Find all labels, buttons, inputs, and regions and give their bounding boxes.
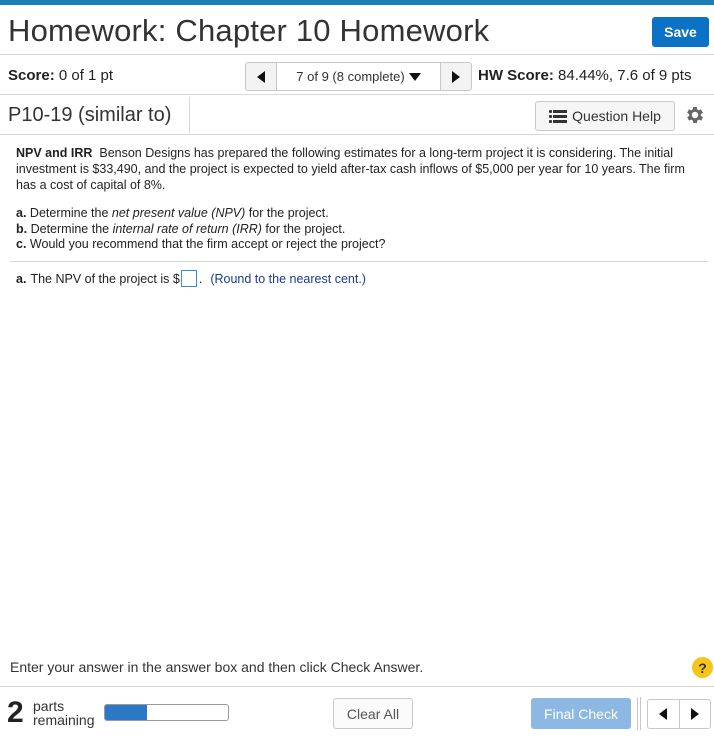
question-help-button[interactable] — [535, 101, 675, 131]
part-item — [16, 237, 385, 253]
arrow-right-icon — [691, 708, 699, 720]
parts-remaining-label — [33, 699, 94, 727]
clear-all-button[interactable]: Clear All — [333, 698, 413, 729]
answer-row — [16, 270, 366, 287]
part-letter: a. — [16, 206, 27, 220]
part-text: Determine the — [30, 221, 113, 236]
part-text: for the project. — [261, 221, 346, 236]
save-button[interactable]: Save — [652, 17, 709, 47]
hw-score — [478, 67, 691, 84]
rounding-hint: (Round to the nearest cent.) — [210, 271, 366, 286]
question-selector-label: 7 of 9 (8 complete) — [296, 69, 405, 84]
parts-progress-bar — [104, 704, 229, 721]
part-term: net present value (NPV) — [111, 206, 246, 220]
answer-letter: a. — [16, 271, 27, 286]
progress-fill — [105, 705, 147, 720]
answer-instruction: Enter your answer in the answer box and then click Check Answer. — [10, 659, 424, 675]
answer-period: . — [198, 271, 203, 286]
final-check-button[interactable]: Final Check — [531, 698, 631, 729]
next-question-button[interactable] — [440, 63, 471, 90]
problem-statement — [16, 145, 706, 193]
answer-prompt: The NPV of the project is $ — [30, 271, 180, 286]
divider — [640, 697, 641, 730]
divider — [0, 686, 714, 687]
divider — [0, 94, 714, 95]
caret-down-icon — [409, 73, 421, 81]
question-navigator — [245, 62, 472, 91]
divider — [10, 261, 708, 262]
part-text: Determine the — [29, 206, 112, 220]
bottom-question-navigator — [647, 699, 711, 729]
parts-remaining-count: 2 — [7, 696, 24, 729]
vertical-divider — [189, 97, 190, 133]
score — [8, 67, 113, 84]
hw-score-label: HW Score: — [478, 67, 554, 84]
parts-label-line: remaining — [33, 712, 95, 728]
problem-heading: NPV and IRR — [16, 146, 93, 160]
question-help-label: Question Help — [572, 108, 661, 124]
problem-parts — [16, 206, 385, 253]
part-item — [16, 206, 385, 222]
question-selector[interactable] — [277, 63, 440, 90]
top-accent-bar — [0, 0, 714, 5]
next-question-button[interactable] — [680, 700, 711, 728]
divider — [0, 134, 714, 135]
part-letter: c. — [16, 237, 27, 251]
arrow-left-icon — [659, 708, 667, 720]
part-term: internal rate of return (IRR) — [112, 221, 262, 236]
npv-answer-input[interactable] — [181, 270, 197, 287]
arrow-left-icon — [257, 71, 265, 83]
help-icon[interactable]: ? — [692, 657, 713, 678]
divider — [637, 697, 638, 730]
previous-question-button[interactable] — [246, 63, 277, 90]
part-item — [16, 222, 385, 238]
arrow-right-icon — [452, 71, 460, 83]
part-text: for the project. — [245, 206, 329, 220]
hw-score-value: 84.44%, 7.6 of 9 pts — [558, 67, 692, 84]
list-icon — [549, 110, 567, 123]
parts-label-line: parts — [33, 698, 65, 714]
score-value: 0 of 1 pt — [58, 67, 114, 84]
score-label: Score: — [8, 67, 55, 84]
question-id: P10-19 (similar to) — [8, 104, 172, 126]
part-letter: b. — [16, 221, 28, 236]
page-title: Homework: Chapter 10 Homework — [8, 13, 490, 48]
divider — [0, 54, 714, 55]
previous-question-button[interactable] — [648, 700, 680, 728]
part-text: Would you recommend that the firm accept or reject the project? — [29, 237, 386, 251]
problem-text: Benson Designs has prepared the following estimates for a long-term project it is considering. The initial investment is $33,490, and the project is expected to yield after-tax cash inflows of $5,000 per year for 10 years. The firm has a cost of capital of 8%. — [16, 146, 685, 192]
gear-icon[interactable] — [684, 104, 706, 126]
